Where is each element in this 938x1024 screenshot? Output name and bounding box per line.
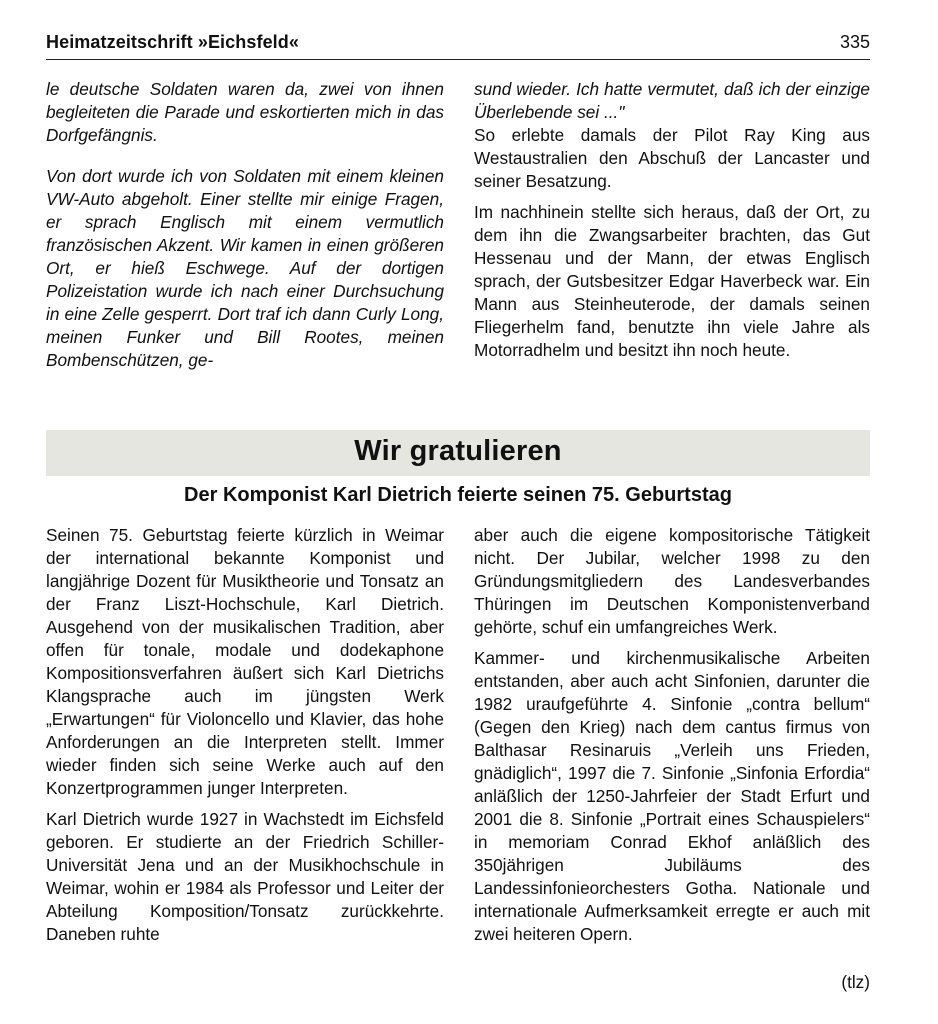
section-title: Wir gratulieren bbox=[354, 435, 562, 467]
page-header bbox=[46, 32, 870, 60]
paragraph: Karl Dietrich wurde 1927 in Wachstedt im Eichsfeld geboren. Er studierte an der Friedrich Schiller-Universität Jena und an der Musikhochschule in Weimar, wohin er 1984 als Professor und Leiter der Abteilung Komposition/Tonsatz zurückkehrte. Daneben ruhte bbox=[46, 809, 444, 944]
paragraph: Im nachhinein stellte sich heraus, daß der Ort, zu dem ihn die Zwangsarbeiter brachten, das Gut Hessenau und der Mann, der etwas Englisch sprach, der Gutsbesitzer Edgar Haverbeck war. Ein Mann aus Steinheuterode, der damals seinen Fliegerhelm fand, benutzte ihn viele Jahre als Motorradhelm und besitzt ihn noch heute. bbox=[474, 202, 870, 360]
article-right-column bbox=[474, 524, 870, 946]
paragraph: Seinen 75. Geburtstag feierte kürzlich in Weimar der international bekannte Komponist und langjährige Dozent für Musiktheorie und Tonsatz an der Franz Liszt-Hochschule, Karl Dietrich. Ausgehend von der musikalischen Tradition, aber offen für tonale, modale und dodekaphone Kompositionsverfahren äußert sich Karl Dietrichs Klangsprache auch im jüngsten Werk „Erwartungen“ für Violoncello und Klavier, das hohe Anforderungen an die Interpreten stellt. Immer wieder finden sich seine Werke auch auf den Konzertprogrammen junger Interpreten. bbox=[46, 525, 444, 798]
article-subtitle: Der Komponist Karl Dietrich feierte seinen 75. Geburtstag bbox=[184, 484, 732, 506]
previous-article-right-column bbox=[474, 78, 870, 362]
section-banner bbox=[46, 430, 870, 476]
paragraph: le deutsche Soldaten waren da, zwei von ihnen begleiteten die Parade und eskortierten mich in das Dorfgefängnis. bbox=[46, 79, 444, 145]
paragraph: Kammer- und kirchenmusikalische Arbeiten entstanden, aber auch acht Sinfonien, darunter die 1982 uraufgeführte 4. Sinfonie „contra bellum“ (Gegen den Krieg) nach dem cantus firmus von Balthasar Resinaruis „Verleih uns Frieden, gnädiglich“, 1997 die 7. Sinfonie „Sinfonia Erfordia“ anläßlich der 1250-Jahrfeier der Stadt Erfurt und 2001 die 8. Sinfonie „Portrait eines Schauspielers“ in memoriam Conrad Ekhof anläßlich des 350jährigen Jubiläums des Landessinfonieorchesters Gotha. Nationale und internationale Aufmerksamkeit erregte er auch mit zwei heiteren Opern. bbox=[474, 648, 870, 944]
previous-article-left-column bbox=[46, 78, 444, 372]
paragraph: aber auch die eigene kompositorische Tätigkeit nicht. Der Jubilar, welcher 1998 zu den Gründungsmitgliedern des Landesverbandes Thüringen im Deutschen Komponistenverband gehörte, schuf ein umfangreiches Werk. bbox=[474, 525, 870, 637]
article-left-column bbox=[46, 524, 444, 946]
paragraph: Von dort wurde ich von Soldaten mit einem kleinen VW-Auto abgeholt. Einer stellte mir einige Fragen, er sprach Englisch mit einem vermutlich französischen Akzent. Wir kamen in einen größeren Ort, er hieß Eschwege. Auf der dortigen Polizeistation wurde ich nach einer Durchsuchung in eine Zelle gesperrt. Dort traf ich dann Curly Long, meinen Funker und Bill Rootes, meinen Bombenschützen, ge- bbox=[46, 166, 444, 370]
journal-title: Heimatzeitschrift »Eichsfeld« bbox=[46, 32, 299, 52]
paragraph: So erlebte damals der Pilot Ray King aus Westaustralien den Abschuß der Lancaster und seiner Besatzung. bbox=[474, 125, 870, 191]
paragraph: sund wieder. Ich hatte vermutet, daß ich der einzige Überlebende sei ..." bbox=[474, 79, 870, 122]
page-number: 335 bbox=[839, 32, 870, 52]
author-signature: (tlz) bbox=[841, 972, 870, 992]
